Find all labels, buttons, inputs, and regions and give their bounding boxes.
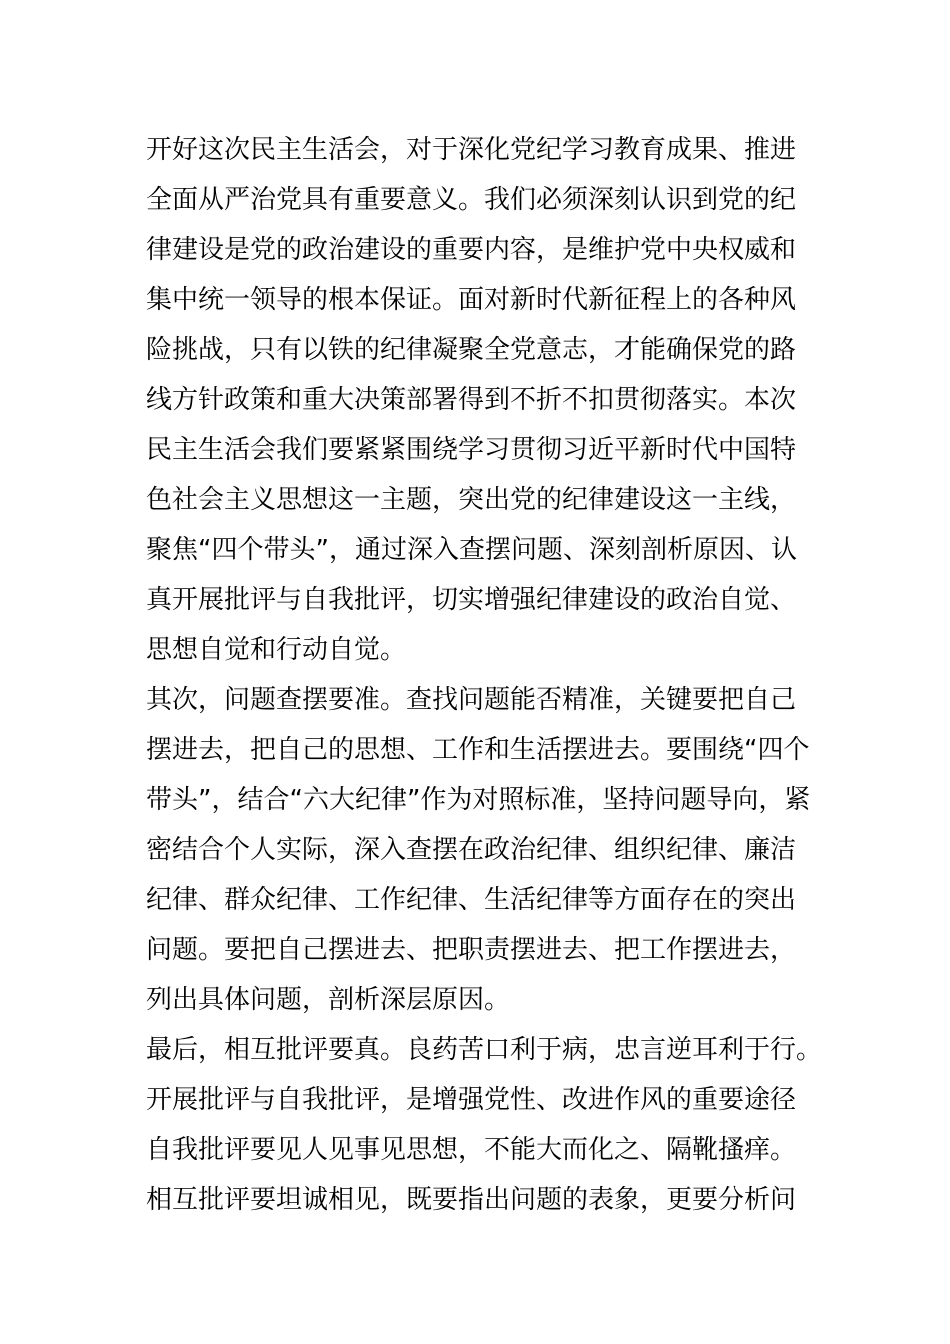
document-body — [146, 125, 846, 1225]
text-line: 集中统一领导的根本保证。面对新时代新征程上的各种风 — [146, 285, 797, 315]
text-line: 险挑战，只有以铁的纪律凝聚全党意志，才能确保党的路 — [146, 335, 797, 365]
text-line: 线方针政策和重大决策部署得到不折不扣贯彻落实。本次 — [146, 385, 797, 415]
text-line: 真开展批评与自我批评，切实增强纪律建设的政治自觉、 — [146, 585, 797, 615]
text-line: 思想自觉和行动自觉。 — [146, 635, 407, 665]
text-line: 聚焦“四个带头”，通过深入查摆问题、深刻剖析原因、认 — [146, 535, 797, 565]
text-line: 带头”，结合“六大纪律”作为对照标准，坚持问题导向，紧 — [146, 785, 811, 815]
text-line: 列出具体问题，剖析深层原因。 — [146, 985, 511, 1015]
text-line: 开展批评与自我批评，是增强党性、改进作风的重要途径 — [146, 1085, 797, 1115]
text-line: 相互批评要坦诚相见，既要指出问题的表象，更要分析问 — [146, 1185, 797, 1215]
text-line: 问题。要把自己摆进去、把职责摆进去、把工作摆进去， — [146, 935, 797, 965]
text-line: 最后，相互批评要真。良药苦口利于病，忠言逆耳利于行。 — [146, 1035, 823, 1065]
text-line: 密结合个人实际，深入查摆在政治纪律、组织纪律、廉洁 — [146, 835, 797, 865]
text-line: 开好这次民主生活会，对于深化党纪学习教育成果、推进 — [146, 135, 797, 165]
text-line: 自我批评要见人见事见思想，不能大而化之、隔靴搔痒。 — [146, 1135, 797, 1165]
text-line: 全面从严治党具有重要意义。我们必须深刻认识到党的纪 — [146, 185, 797, 215]
text-line: 摆进去，把自己的思想、工作和生活摆进去。要围绕“四个 — [146, 735, 810, 765]
text-line: 纪律、群众纪律、工作纪律、生活纪律等方面存在的突出 — [146, 885, 797, 915]
text-line: 律建设是党的政治建设的重要内容，是维护党中央权威和 — [146, 235, 797, 265]
text-line: 民主生活会我们要紧紧围绕学习贯彻习近平新时代中国特 — [146, 435, 797, 465]
text-line: 色社会主义思想这一主题，突出党的纪律建设这一主线， — [146, 485, 797, 515]
text-line: 其次，问题查摆要准。查找问题能否精准，关键要把自己 — [146, 685, 797, 715]
